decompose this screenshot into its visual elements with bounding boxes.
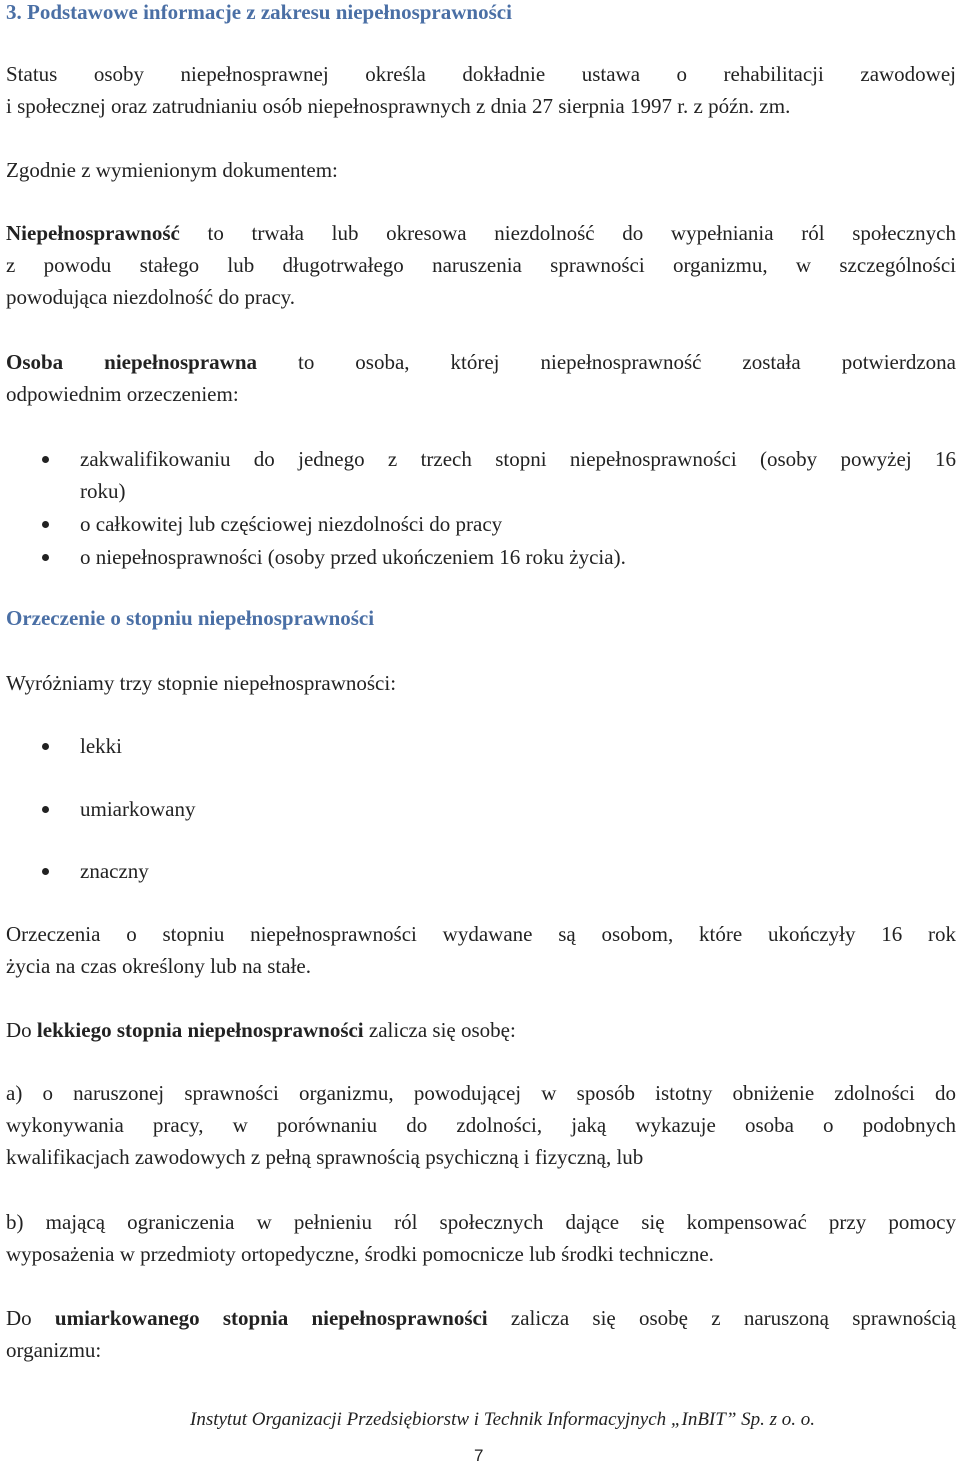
paragraph-light-degree: [6, 1014, 956, 1046]
text-line: znaczny: [80, 859, 149, 883]
paragraph-point-a: [6, 1077, 956, 1173]
term-bold: Osoba niepełnosprawna: [6, 350, 258, 374]
page-footer: Instytut Organizacji Przedsiębiorstw i Technik Informacyjnych „InBIT” Sp. z o. o.: [190, 1409, 816, 1430]
paragraph-point-b: [6, 1206, 956, 1270]
paragraph-status: [6, 58, 956, 122]
list-item: [80, 855, 956, 887]
text-span: zalicza się osobę z naruszoną sprawnością: [487, 1306, 956, 1330]
text-line: wykonywania pracy, w porównaniu do zdolności, jaką wykazuje osoba o podobnych: [6, 1113, 956, 1137]
term-bold: umiarkowanego stopnia niepełnosprawności: [54, 1306, 488, 1330]
paragraph-definition-disability: [6, 217, 956, 313]
page-number: 7: [474, 1446, 484, 1465]
paragraph-orders: [6, 918, 956, 982]
bullet-icon: [42, 521, 49, 528]
paragraph-intro: [6, 154, 956, 186]
section-heading: 3. Podstawowe informacje z zakresu niepełnosprawności: [6, 0, 512, 24]
text-line: i społecznej oraz zatrudnianiu osób niepełnosprawnych z dnia 27 sierpnia 1997 r. z późn. zm.: [6, 94, 791, 118]
text-span: to trwała lub okresowa niezdolność do wypełniania ról społecznych: [179, 221, 956, 245]
text-line: [6, 217, 956, 249]
bullet-icon: [42, 806, 49, 813]
text-line: z powodu stałego lub długotrwałego naruszenia sprawności organizmu, w szczególności: [6, 253, 956, 277]
text-line: organizmu:: [6, 1338, 102, 1362]
text-line: roku): [80, 479, 126, 503]
text-line: [6, 1302, 956, 1334]
bullet-icon: [42, 554, 49, 561]
text-span: to osoba, której niepełnosprawność została potwierdzona: [257, 350, 956, 374]
list-item: [80, 730, 956, 762]
term-bold: lekkiego stopnia niepełnosprawności: [36, 1018, 364, 1042]
paragraph-definition-person: [6, 346, 956, 410]
text-line: odpowiednim orzeczeniem:: [6, 382, 239, 406]
list-item: [80, 541, 956, 573]
text-line: o całkowitej lub częściowej niezdolności do pracy: [80, 512, 503, 536]
text-span: Do: [6, 1306, 55, 1330]
text-line: b) mającą ograniczenia w pełnieniu ról społecznych dające się kompensować przy pomocy: [6, 1210, 956, 1234]
sub-heading: Orzeczenie o stopniu niepełnosprawności: [6, 606, 375, 630]
text-span: zalicza się osobę:: [363, 1018, 516, 1042]
text-line: kwalifikacjach zawodowych z pełną sprawnością psychiczną i fizyczną, lub: [6, 1145, 644, 1169]
term-bold: Niepełnosprawność: [6, 221, 180, 245]
bullet-icon: [42, 456, 49, 463]
text-line: lekki: [80, 734, 122, 758]
bullet-icon: [42, 743, 49, 750]
text-line: wyposażenia w przedmioty ortopedyczne, środki pomocnicze lub środki techniczne.: [6, 1242, 714, 1266]
text-line: umiarkowany: [80, 797, 196, 821]
paragraph-moderate-degree: [6, 1302, 956, 1366]
text-line: a) o naruszonej sprawności organizmu, powodującej w sposób istotny obniżenie zdolności do: [6, 1081, 956, 1105]
text-line: Orzeczenia o stopniu niepełnosprawności wydawane są osobom, które ukończyły 16 rok: [6, 922, 956, 946]
text-line: zakwalifikowaniu do jednego z trzech stopni niepełnosprawności (osoby powyżej 16: [80, 447, 956, 471]
paragraph-degrees-intro: [6, 667, 956, 699]
list-item: [80, 793, 956, 825]
text-line: powodująca niezdolność do pracy.: [6, 285, 296, 309]
list-item: [80, 508, 956, 540]
text-line: o niepełnosprawności (osoby przed ukończeniem 16 roku życia).: [80, 545, 626, 569]
text-line: Wyróżniamy trzy stopnie niepełnosprawności:: [6, 671, 397, 695]
list-item: [80, 443, 956, 507]
text-line: Status osoby niepełnosprawnej określa dokładnie ustawa o rehabilitacji zawodowej: [6, 62, 956, 86]
text-span: Do: [6, 1018, 37, 1042]
text-line: [6, 1014, 956, 1046]
bullet-icon: [42, 868, 49, 875]
text-line: Zgodnie z wymienionym dokumentem:: [6, 158, 338, 182]
text-line: życia na czas określony lub na stałe.: [6, 954, 311, 978]
text-line: [6, 346, 956, 378]
